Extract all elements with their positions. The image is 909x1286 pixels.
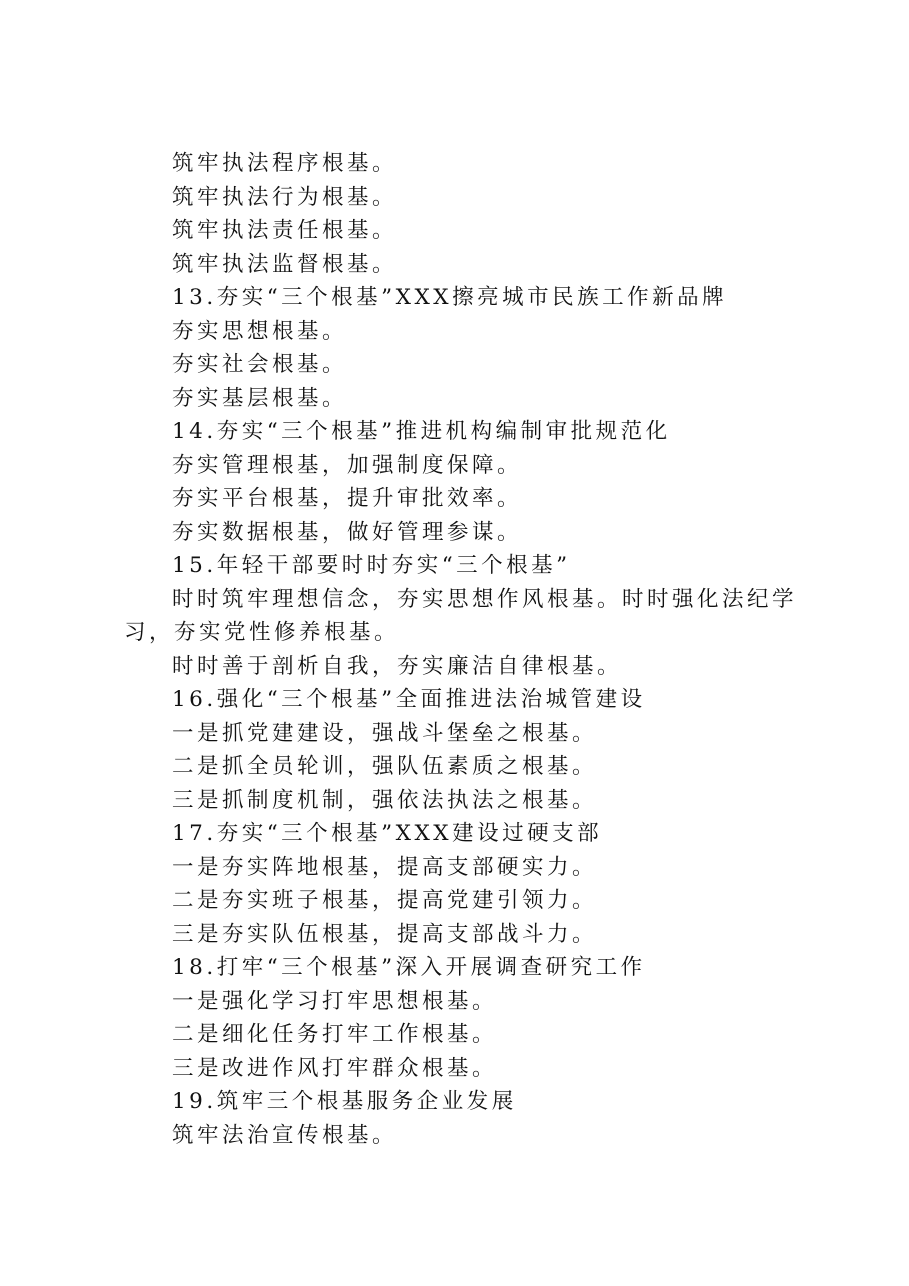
paragraph: 筑牢执法责任根基。 — [172, 218, 398, 243]
section-heading: 15.年轻干部要时时夯实“三个根基” — [172, 553, 571, 578]
paragraph: 夯实数据根基，做好管理参谋。 — [172, 519, 523, 545]
paragraph: 三是改进作风打牢群众根基。 — [172, 1055, 498, 1081]
paragraph: 三是夯实队伍根基，提高支部战斗力。 — [172, 921, 598, 947]
paragraph: 筑牢执法监督根基。 — [172, 251, 398, 277]
section-heading: 18.打牢“三个根基”深入开展调查研究工作 — [172, 955, 646, 980]
paragraph: 时时筑牢理想信念，夯实思想作风根基。时时强化法纪学习，夯实党性修养根基。 — [124, 586, 798, 645]
section-heading: 19.筑牢三个根基服务企业发展 — [172, 1089, 517, 1114]
section-heading: 14.夯实“三个根基”推进机构编制审批规范化 — [172, 419, 671, 444]
paragraph: 筑牢执法行为根基。 — [172, 184, 398, 210]
paragraph: 时时善于剖析自我，夯实廉洁自律根基。 — [172, 653, 623, 679]
paragraph: 夯实思想根基。 — [172, 318, 348, 344]
section-heading: 17.夯实“三个根基”XXX建设过硬支部 — [172, 821, 603, 846]
paragraph: 夯实社会根基。 — [172, 352, 348, 377]
paragraph: 二是抓全员轮训，强队伍素质之根基。 — [172, 754, 598, 779]
document-body — [124, 147, 804, 1152]
paragraph: 一是抓党建建设，强战斗堡垒之根基。 — [172, 720, 598, 746]
paragraph: 筑牢法治宣传根基。 — [172, 1122, 398, 1148]
paragraph: 二是夯实班子根基，提高党建引领力。 — [172, 888, 598, 913]
paragraph: 筑牢执法程序根基。 — [172, 151, 398, 176]
section-heading: 13.夯实“三个根基”XXX擦亮城市民族工作新品牌 — [172, 285, 728, 310]
paragraph: 二是细化任务打牢工作根基。 — [172, 1022, 498, 1047]
paragraph: 三是抓制度机制，强依法执法之根基。 — [172, 787, 598, 813]
paragraph: 夯实平台根基，提升审批效率。 — [172, 486, 523, 511]
paragraph: 夯实基层根基。 — [172, 385, 348, 411]
section-heading: 16.强化“三个根基”全面推进法治城管建设 — [172, 687, 646, 712]
paragraph: 夯实管理根基，加强制度保障。 — [172, 452, 523, 478]
paragraph: 一是夯实阵地根基，提高支部硬实力。 — [172, 854, 598, 880]
paragraph: 一是强化学习打牢思想根基。 — [172, 988, 498, 1014]
